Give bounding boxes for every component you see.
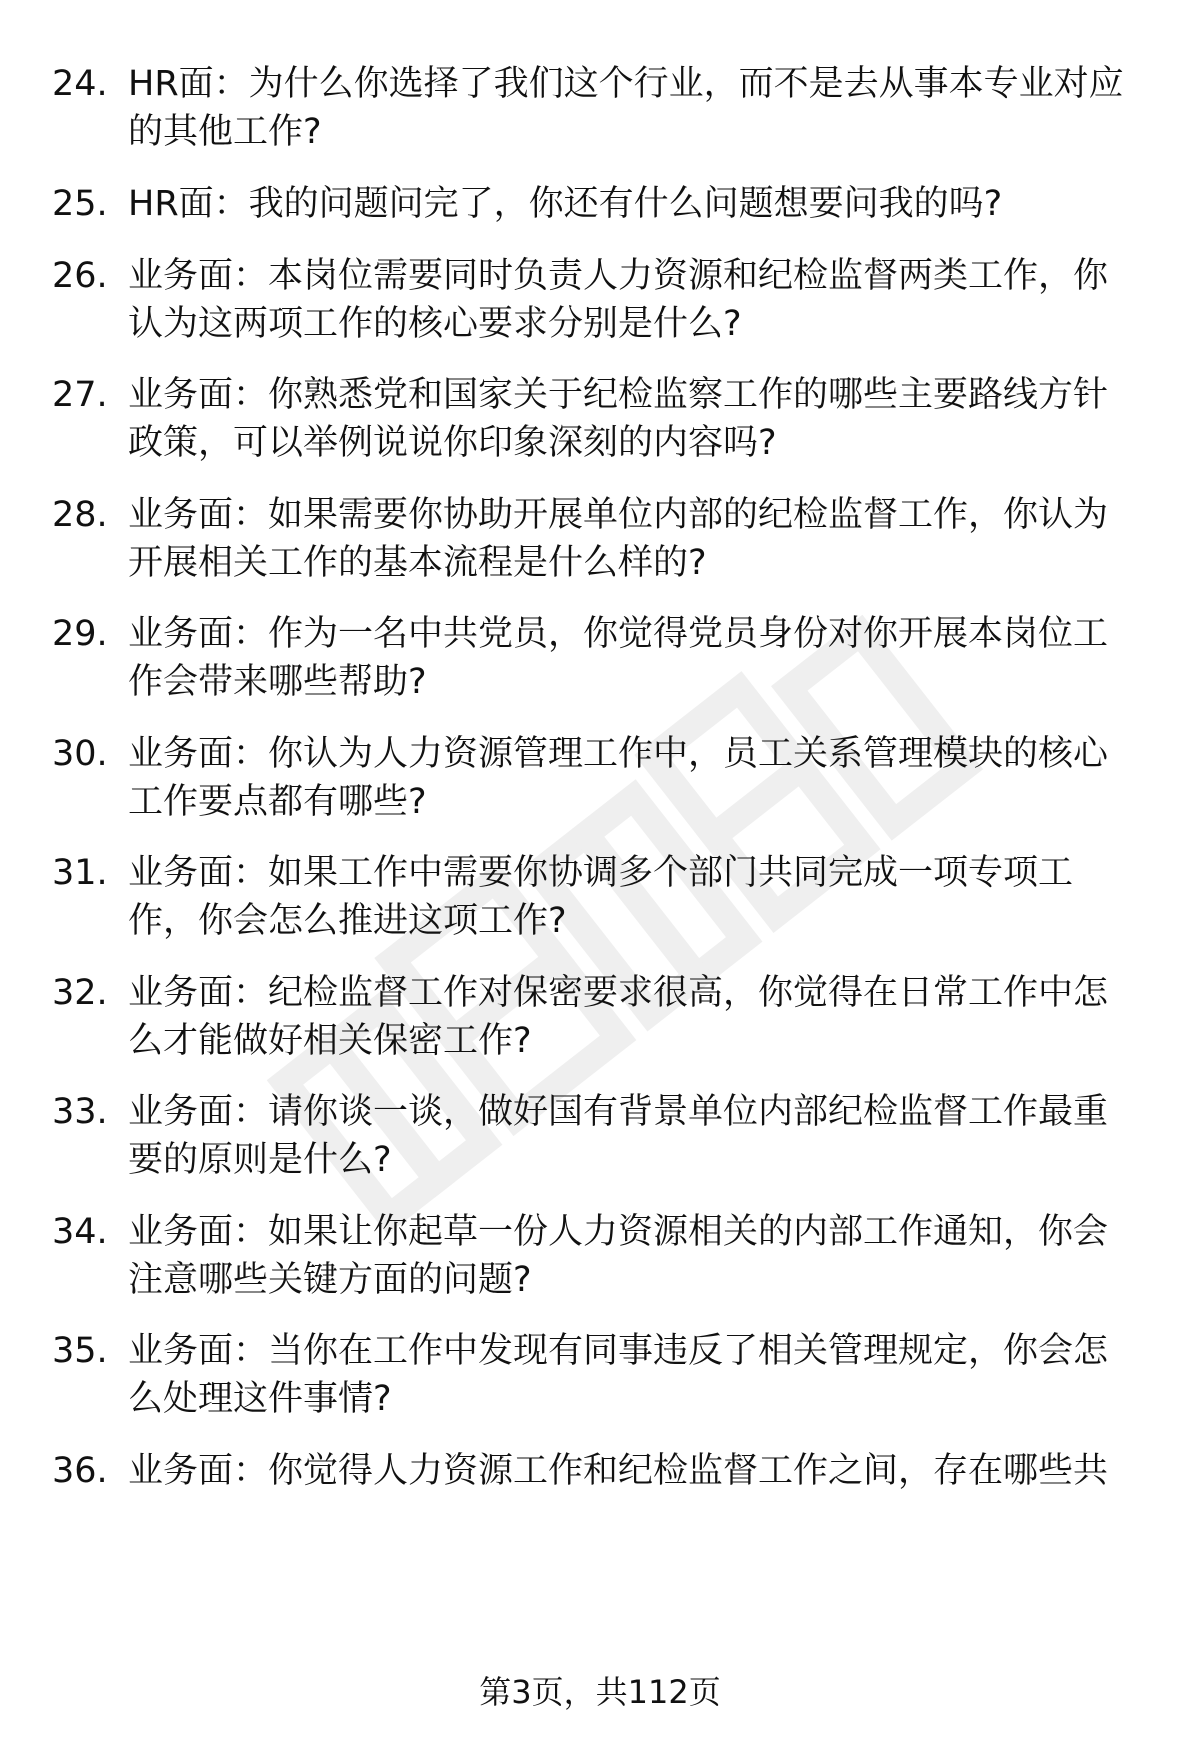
question-number: 29. xyxy=(52,614,108,654)
question-number: 32. xyxy=(52,973,108,1013)
question-number: 34. xyxy=(52,1212,108,1252)
question-text-line: HR面：为什么你选择了我们这个行业，而不是去从事本专业对应 xyxy=(128,64,1124,104)
question-number: 35. xyxy=(52,1331,108,1371)
question-text-line: 要的原则是什么? xyxy=(128,1140,392,1180)
question-text-line: 么处理这件事情? xyxy=(128,1379,392,1419)
question-text xyxy=(128,491,1150,587)
question-number: 28. xyxy=(52,495,108,535)
question-text-line: HR面：我的问题问完了，你还有什么问题想要问我的吗? xyxy=(128,184,1003,224)
question-text xyxy=(128,1088,1150,1184)
question-text-line: 业务面：如果需要你协助开展单位内部的纪检监督工作，你认为 xyxy=(128,495,1109,535)
question-text-line: 业务面：你觉得人力资源工作和纪检监督工作之间，存在哪些共 xyxy=(128,1451,1109,1491)
question-number: 24. xyxy=(52,64,108,104)
question-text xyxy=(128,371,1150,467)
question-text xyxy=(128,969,1150,1065)
question-text xyxy=(128,849,1150,945)
question-text-line: 作，你会怎么推进这项工作? xyxy=(128,901,567,941)
question-text-line: 业务面：你熟悉党和国家关于纪检监察工作的哪些主要路线方针 xyxy=(128,375,1109,415)
question-text xyxy=(128,1447,1150,1495)
question-number: 26. xyxy=(52,256,108,296)
question-number: 36. xyxy=(52,1451,108,1491)
question-number: 31. xyxy=(52,853,108,893)
question-text-line: 业务面：如果工作中需要你协调多个部门共同完成一项专项工 xyxy=(128,853,1074,893)
question-text-line: 工作要点都有哪些? xyxy=(128,782,427,822)
question-text xyxy=(128,252,1150,348)
question-text-line: 认为这两项工作的核心要求分别是什么? xyxy=(128,304,742,344)
question-number: 25. xyxy=(52,184,108,224)
question-text-line: 业务面：你认为人力资源管理工作中，员工关系管理模块的核心 xyxy=(128,734,1109,774)
question-text xyxy=(128,610,1150,706)
question-number: 27. xyxy=(52,375,108,415)
question-text xyxy=(128,1327,1150,1423)
question-text-line: 政策，可以举例说说你印象深刻的内容吗? xyxy=(128,423,777,463)
question-number: 33. xyxy=(52,1092,108,1132)
question-text-line: 作会带来哪些帮助? xyxy=(128,662,427,702)
question-text-line: 开展相关工作的基本流程是什么样的? xyxy=(128,543,707,583)
question-text-line: 业务面：如果让你起草一份人力资源相关的内部工作通知，你会 xyxy=(128,1212,1109,1252)
page-number-label: 第3页，共112页 xyxy=(479,1673,721,1711)
question-text-line: 业务面：作为一名中共党员，你觉得党员身份对你开展本岗位工 xyxy=(128,614,1109,654)
question-text-line: 业务面：当你在工作中发现有同事违反了相关管理规定，你会怎 xyxy=(128,1331,1109,1371)
page-footer xyxy=(0,1672,1200,1712)
question-text xyxy=(128,60,1150,156)
question-text-line: 的其他工作? xyxy=(128,112,322,152)
question-text-line: 注意哪些关键方面的问题? xyxy=(128,1260,532,1300)
question-text xyxy=(128,180,1150,228)
question-text-line: 么才能做好相关保密工作? xyxy=(128,1021,532,1061)
question-text-line: 业务面：本岗位需要同时负责人力资源和纪检监督两类工作，你 xyxy=(128,256,1109,296)
question-text xyxy=(128,1208,1150,1304)
question-text-line: 业务面：纪检监督工作对保密要求很高，你觉得在日常工作中怎 xyxy=(128,973,1109,1013)
question-text-line: 业务面：请你谈一谈，做好国有背景单位内部纪检监督工作最重 xyxy=(128,1092,1109,1132)
question-number: 30. xyxy=(52,734,108,774)
question-text xyxy=(128,730,1150,826)
